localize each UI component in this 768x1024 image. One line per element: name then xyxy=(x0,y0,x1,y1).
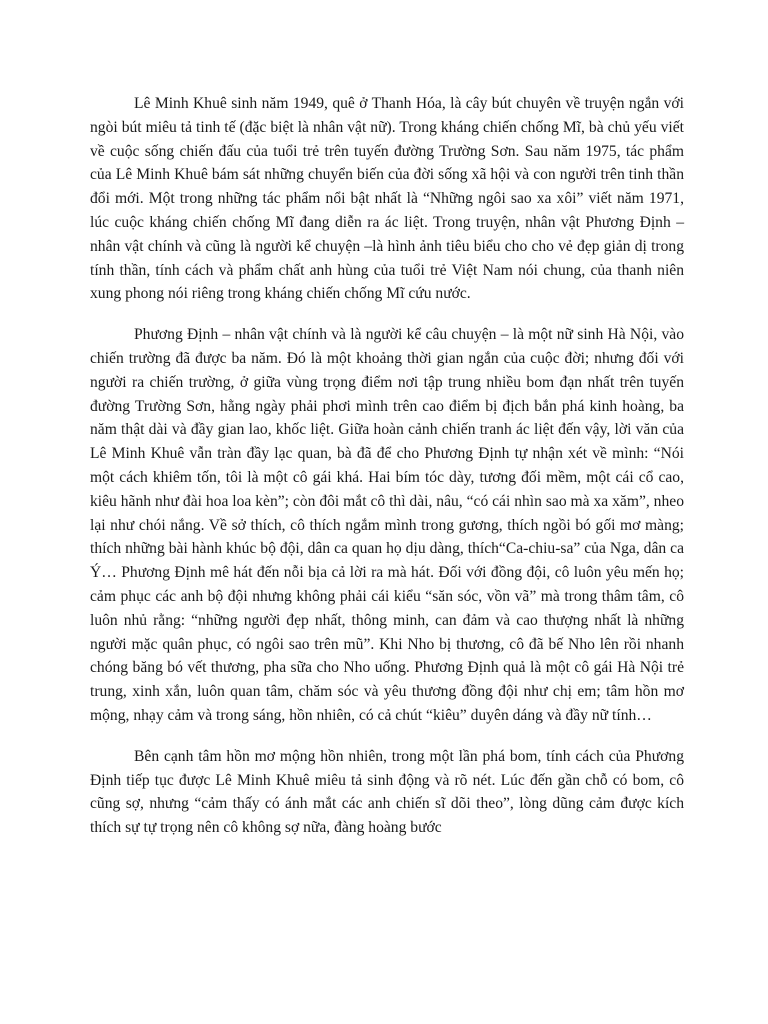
document-body xyxy=(90,92,684,857)
paragraph-1: Lê Minh Khuê sinh năm 1949, quê ở Thanh Hóa, là cây bút chuyên về truyện ngắn với ngòi bút miêu tả tinh tế (đặc biệt là nhân vật nữ). Trong kháng chiến chống Mĩ, bà chủ yếu viết về cuộc sống chiến đấu của tuổi trẻ trên tuyến đường Trường Sơn. Sau năm 1975, tác phẩm của Lê Minh Khuê bám sát những chuyển biến của đời sống xã hội và con người trên tinh thần đổi mới. Một trong những tác phẩm nổi bật nhất là “Những ngôi sao xa xôi” viết năm 1971, lúc cuộc kháng chiến chống Mĩ đang diễn ra ác liệt. Trong truyện, nhân vật Phương Định – nhân vật chính và cũng là người kể chuyện –là hình ảnh tiêu biểu cho cho vẻ đẹp giản dị trong tính thần, tính cách và phẩm chất anh hùng của tuổi trẻ Việt Nam nói chung, của thanh niên xung phong nói riêng trong kháng chiến chống Mĩ cứu nước. xyxy=(90,95,684,303)
paragraph-2: Phương Định – nhân vật chính và là người kể câu chuyện – là một nữ sinh Hà Nội, vào chiến trường đã được ba năm. Đó là một khoảng thời gian ngắn của cuộc đời; nhưng đối với người ra chiến trường, ở giữa vùng trọng điểm nơi tập trung nhiều bom đạn nhất trên tuyến đường Trường Sơn, hằng ngày phải phơi mình trên cao điểm bị địch bắn phá kinh hoàng, ba năm thật dài và đầy gian lao, khốc liệt. Giữa hoàn cảnh chiến tranh ác liệt đến vậy, lời văn của Lê Minh Khuê vẫn tràn đầy lạc quan, bà đã để cho Phương Định tự nhận xét về mình: “Nói một cách khiêm tốn, tôi là một cô gái khá. Hai bím tóc dày, tương đối mềm, một cái cổ cao, kiêu hãnh như đài hoa loa kèn”; còn đôi mắt cô thì dài, nâu, “có cái nhìn sao mà xa xăm”, nheo lại như chói nắng. Về sở thích, cô thích ngắm mình trong gương, thích ngồi bó gối mơ màng; thích những bài hành khúc bộ đội, dân ca quan họ dịu dàng, thích“Ca-chiu-sa” của Nga, dân ca Ý… Phương Định mê hát đến nỗi bịa cả lời ra mà hát. Đối với đồng đội, cô luôn yêu mến họ; cảm phục các anh bộ đội nhưng không phải cái kiểu “săn sóc, vồn vã” mà trong thâm tâm, cô luôn nhủ rằng: “những người đẹp nhất, thông minh, can đảm và cao thượng nhất là những người mặc quân phục, có ngôi sao trên mũ”. Khi Nho bị thương, cô đã bế Nho lên rồi nhanh chóng băng bó vết thương, pha sữa cho Nho uống. Phương Định quả là một cô gái Hà Nội trẻ trung, xinh xắn, luôn quan tâm, chăm sóc và yêu thương đồng đội như chị em; tâm hồn mơ mộng, nhạy cảm và trong sáng, hồn nhiên, có cả chút “kiêu” duyên dáng và đầy nữ tính… xyxy=(90,326,684,724)
paragraph-3: Bên cạnh tâm hồn mơ mộng hồn nhiên, trong một lần phá bom, tính cách của Phương Định tiếp tục được Lê Minh Khuê miêu tả sinh động và rõ nét. Lúc đến gần chỗ có bom, cô cũng sợ, nhưng “cảm thấy có ánh mắt các anh chiến sĩ dõi theo”, lòng dũng cảm được kích thích sự tự trọng nên cô không sợ nữa, đàng hoàng bước xyxy=(90,747,684,837)
